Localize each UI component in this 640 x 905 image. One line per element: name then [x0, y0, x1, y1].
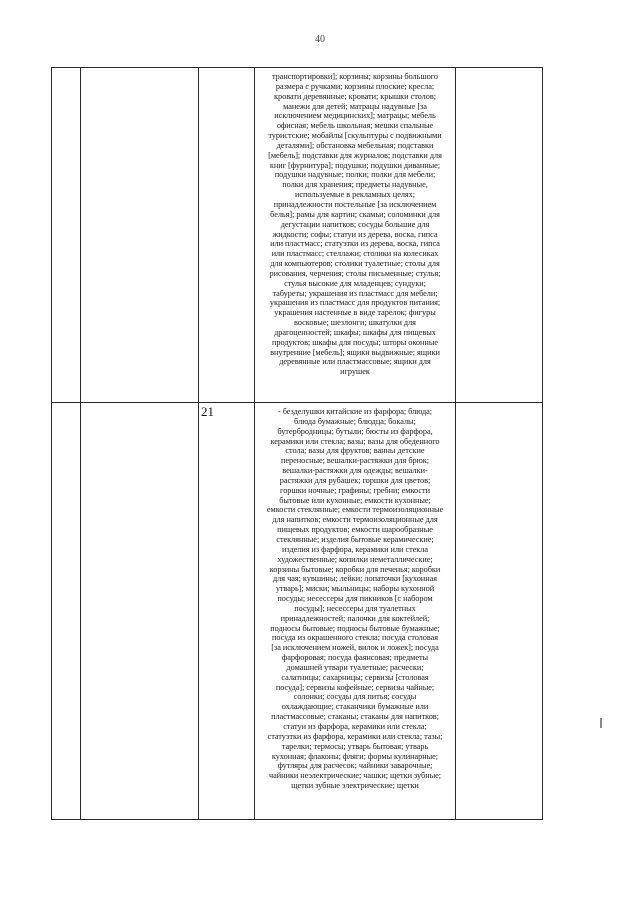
- text-line: размера с ручками; корзины плоские; кресла;: [275, 81, 435, 91]
- class-number: 21: [201, 404, 214, 419]
- text-line: деталями]; обстановка мебельная; подставки: [276, 140, 434, 150]
- text-line: драгоценностей; шкафы; шкафы для пищевых: [274, 327, 436, 337]
- text-line: стола; вазы для фруктов; ванны детские: [285, 446, 425, 456]
- text-line: бытовые или кухонные; емкости кухонные;: [279, 495, 431, 505]
- text-line: художественные; копилки неметаллические;: [277, 554, 433, 564]
- text-line: фарфоровая; посуда фаянсовая; предметы: [281, 653, 429, 663]
- goods-list-cell: [256, 72, 454, 402]
- goods-classification-table: [51, 67, 543, 820]
- text-line: изделия из фарфора, керамики или стекла: [281, 544, 428, 554]
- text-line: или пластмасс; статуэтки из дерева, воска, гипса: [270, 239, 440, 249]
- text-line: украшения из пластмасс для продуктов питания;: [269, 298, 441, 308]
- text-line: блюда бумажные; блюдца; бокалы;: [294, 416, 416, 426]
- text-line: вешалки-растяжки для одежды; вешалки-: [282, 466, 428, 476]
- text-line: для чая; кувшины; лейки; лопаточки [кухонная: [273, 574, 437, 584]
- column-divider: [198, 68, 199, 819]
- goods-list-cell: [256, 407, 454, 819]
- text-line: статуэтки из фарфора, керамики или стекла; тазы;: [267, 731, 443, 741]
- text-line: жидкости; софы; статуи из дерева, воска, гипса: [272, 229, 438, 239]
- text-line: стеклянные; изделия бытовые керамические;: [276, 534, 434, 544]
- text-line: офисная; мебель школьная; мешки спальные: [276, 121, 434, 131]
- row-divider: [52, 402, 542, 403]
- text-line: щетки зубные электрические; щетки: [291, 781, 419, 791]
- text-line: полки для хранения; предметы надувные,: [282, 180, 428, 190]
- text-line: охлаждающие; стаканчики бумажные или: [281, 702, 429, 712]
- text-line: пластмассовые; стаканы; стаканы для напитков;: [271, 712, 439, 722]
- margin-mark: [600, 718, 602, 728]
- text-line: солонки; сосуды для питья; сосуды: [293, 692, 417, 702]
- text-line: подушки надувные; полки; полки для мебели;: [274, 170, 436, 180]
- text-line: рисования, черчения; столы письменные; стулья;: [269, 268, 441, 278]
- text-line: переносные; вешалки-растяжки для брюк;: [281, 456, 429, 466]
- text-line: принадлежности постельные [за исключением: [273, 199, 437, 209]
- text-line: подносы бытовые; подносы бытовые бумажные;: [270, 623, 440, 633]
- text-line: дегустации напитков; сосуды большие для: [280, 219, 430, 229]
- text-line: [мебель]; подставки для журналов; подставки для: [268, 150, 442, 160]
- text-line: продуктов; шкафы для посуды; шторы оконные: [272, 337, 438, 347]
- column-divider: [455, 68, 456, 819]
- text-line: транспортировки]; корзины; корзины большого: [271, 72, 439, 81]
- text-line: туристские; мобайлы [скульптуры с подвижными: [268, 131, 442, 141]
- text-line: используемые в рекламных целях;: [294, 190, 416, 200]
- text-line: домашней утвари туалетные; расчески;: [286, 662, 424, 672]
- text-line: пищевых продуктов; емкости шарообразные: [277, 525, 433, 535]
- text-line: книг [фурнитура]; подушки; подушки диванные;: [269, 160, 441, 170]
- text-line: манежи для детей; матрацы надувные [за: [283, 101, 427, 111]
- text-line: - безделушки китайские из фарфора; блюда;: [277, 407, 433, 416]
- text-line: кровати деревянные; кровати; крышки столов;: [274, 91, 436, 101]
- text-line: бутербродницы; бутыли; бюсты из фарфора,: [277, 426, 433, 436]
- text-line: восковые; шезлонги; шкатулки для: [294, 318, 416, 328]
- text-line: посуда]; сервизы кофейные; сервизы чайные;: [275, 682, 435, 692]
- text-line: горшки ночные; графины; гребни; емкости: [280, 485, 430, 495]
- text-line: футляры для расчесок; чайники заварочные;: [277, 761, 433, 771]
- text-line: посуда из окрашенного стекла; посуда столовая: [271, 633, 439, 643]
- text-line: статуи из фарфора, керамики или стекла;: [283, 722, 427, 731]
- text-line: для компьютеров; столики туалетные; столы для: [270, 259, 440, 269]
- text-line: стулья высокие для младенцев; сундуки;: [284, 278, 426, 288]
- column-divider: [80, 68, 81, 819]
- text-line: чайники неэлектрические; чашки; щетки зубные;: [268, 771, 442, 781]
- text-line: исключением медицинских]; матрацы; мебель: [274, 111, 436, 121]
- text-line: кухонная; флаконы; фляги; формы кулинарные;: [271, 751, 439, 761]
- text-line: деревянные или пластмассовые; ящики для: [279, 357, 431, 367]
- column-divider: [254, 68, 255, 819]
- goods-list-row-1: [256, 407, 454, 791]
- text-line: табуреты; украшения из пластмасс для мебели;: [272, 288, 438, 298]
- text-line: для напитков; емкости термоизоляционные для: [272, 515, 438, 525]
- page-number: 40: [315, 34, 325, 45]
- text-line: посуды]; несессеры для туалетных: [294, 603, 416, 613]
- text-line: керамики или стекла; вазы; вазы для обеденного: [270, 436, 440, 446]
- text-line: [за исключением ножей, вилок и ложек]; посуда: [271, 643, 439, 653]
- text-line: тарелки; термосы; утварь бытовая; утварь: [281, 741, 429, 751]
- text-line: корзины бытовые; коробки для печенья; коробки: [269, 564, 441, 574]
- text-line: растяжки для рубашек; горшки для цветов;: [279, 475, 431, 485]
- text-line: утварь]; миски; мыльницы; наборы кухонной: [275, 584, 435, 594]
- text-line: принадлежностей; палочки для коктейлей;: [280, 613, 430, 623]
- text-line: или пластмасс; стеллажи; столики на колесиках: [271, 249, 439, 259]
- text-line: игрушек: [340, 367, 370, 377]
- goods-list-row-0: [256, 72, 454, 377]
- text-line: емкости стеклянные; емкости термоизоляционные: [266, 505, 444, 515]
- text-line: белья]; рамы для картин; скамьи; соломинки для: [270, 209, 440, 219]
- text-line: внутренние [мебель]; ящики выдвижные; ящики: [270, 347, 440, 357]
- text-line: салатницы; сахарницы; сервизы [столовая: [281, 672, 429, 682]
- text-line: посуды; несессеры для пикников [с набором: [277, 594, 433, 604]
- text-line: украшения настенные в виде тарелок; фигуры: [274, 308, 436, 318]
